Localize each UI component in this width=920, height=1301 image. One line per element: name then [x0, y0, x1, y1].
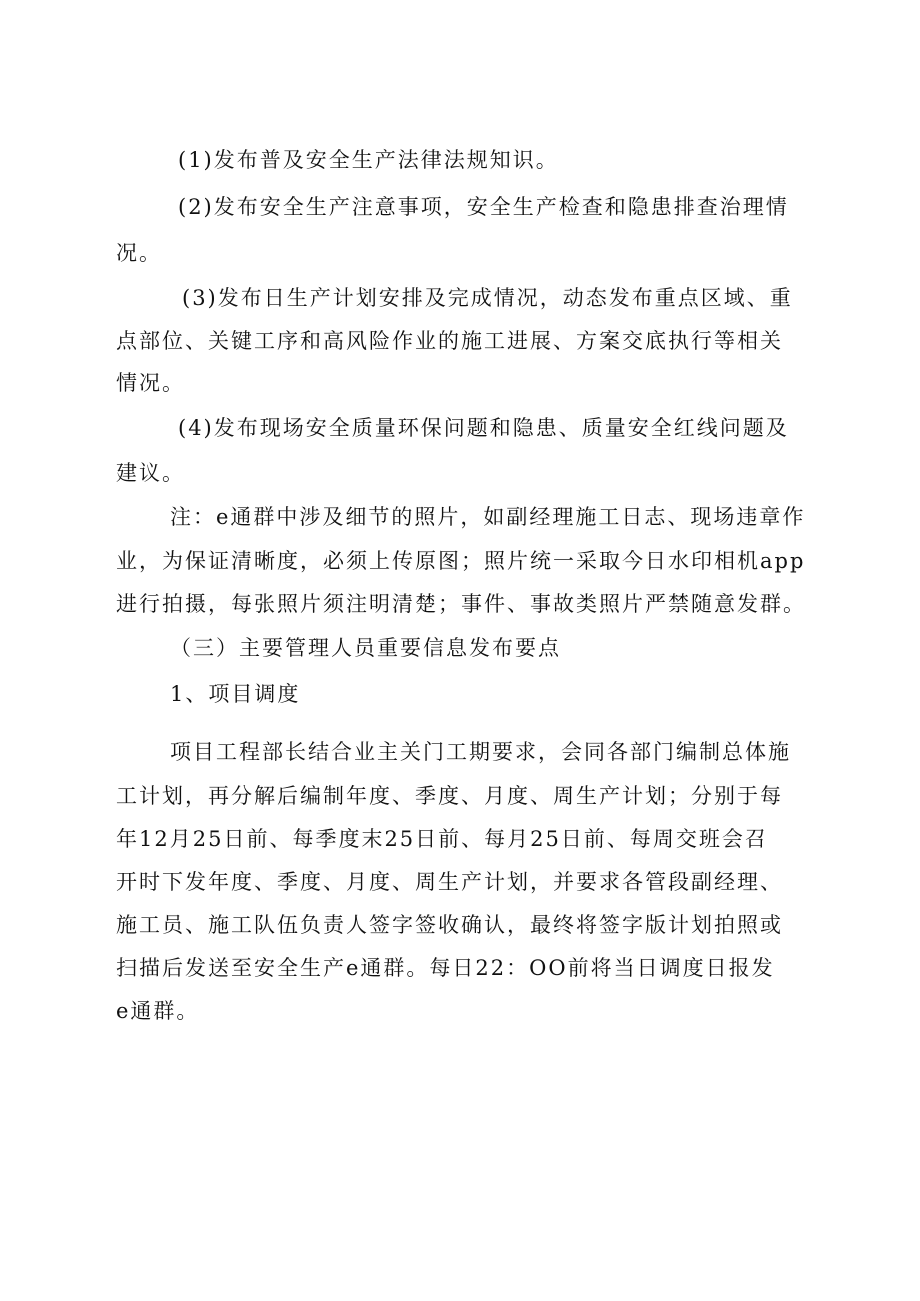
- schedule-paragraph-line-4: 开时下发年度、季度、月度、周生产计划，并要求各管段副经理、: [116, 870, 783, 894]
- paragraph-3-line-1: (3)发布日生产计划安排及完成情况，动态发布重点区域、重: [182, 286, 793, 310]
- schedule-paragraph-line-6: 扫描后发送至安全生产e通群。每日22：OO前将当日调度日报发: [116, 956, 775, 980]
- schedule-paragraph-line-5: 施工员、施工队伍负责人签字签收确认，最终将签字版计划拍照或: [116, 913, 783, 937]
- section-heading-3: （三）主要管理人员重要信息发布要点: [170, 636, 561, 660]
- schedule-paragraph-line-7: e通群。: [116, 999, 200, 1023]
- note-line-1: 注：e通群中涉及细节的照片，如副经理施工日志、现场违章作: [170, 505, 806, 529]
- note-line-2: 业，为保证清晰度，必须上传原图；照片统一采取今日水印相机app: [116, 549, 806, 573]
- paragraph-3-line-3: 情况。: [116, 371, 185, 395]
- note-line-3: 进行拍摄，每张照片须注明清楚；事件、事故类照片严禁随意发群。: [116, 592, 806, 616]
- paragraph-4-line-1: (4)发布现场安全质量环保问题和隐患、质量安全红线问题及: [178, 416, 789, 440]
- paragraph-3-line-2: 点部位、关键工序和高风险作业的施工进展、方案交底执行等相关: [116, 329, 783, 353]
- schedule-paragraph-line-3: 年12月25日前、每季度末25日前、每月25日前、每周交班会召: [116, 827, 768, 851]
- paragraph-4-line-2: 建议。: [116, 461, 185, 485]
- paragraph-1-line-1: (1)发布普及安全生产法律法规知识。: [178, 148, 559, 172]
- schedule-paragraph-line-2: 工计划，再分解后编制年度、季度、月度、周生产计划；分别于每: [116, 784, 783, 808]
- schedule-paragraph-line-1: 项目工程部长结合业主关门工期要求，会同各部门编制总体施: [170, 740, 791, 764]
- item-heading-1: 1、项目调度: [170, 682, 301, 706]
- paragraph-2-line-1: (2)发布安全生产注意事项，安全生产检查和隐患排查治理情: [178, 195, 789, 219]
- paragraph-2-line-2: 况。: [116, 241, 162, 265]
